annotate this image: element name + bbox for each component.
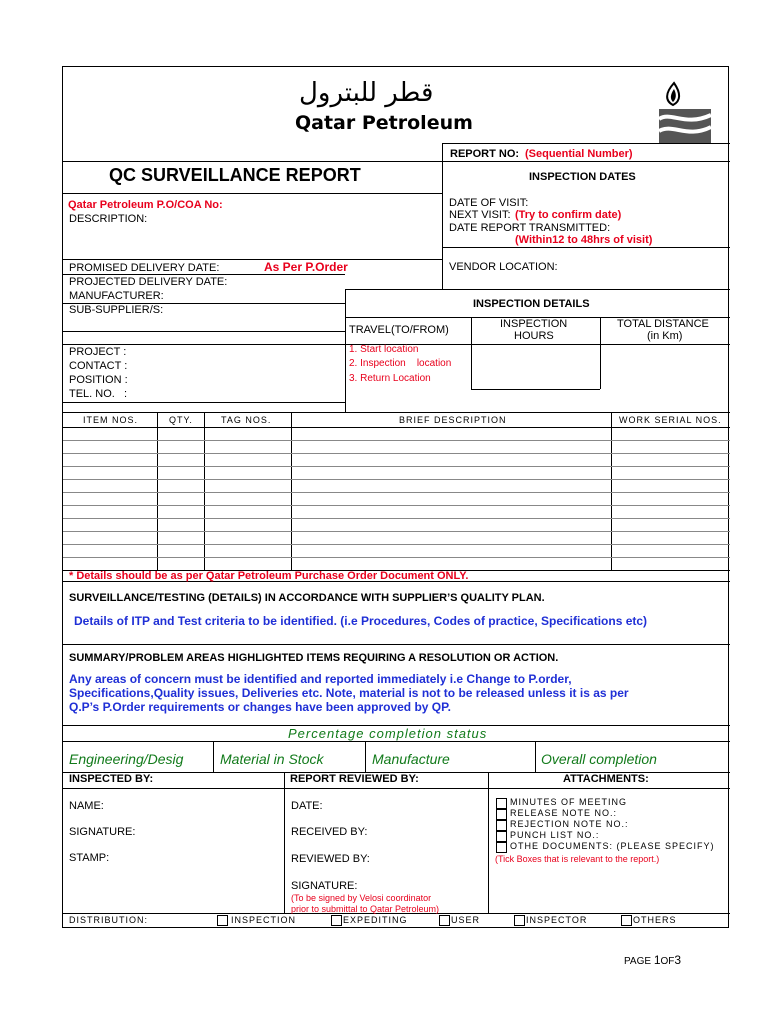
header-item-nos: ITEM NOS. bbox=[83, 415, 139, 425]
items-note: * Details should be as per Qatar Petroleum Purchase Order Document ONLY. bbox=[69, 570, 469, 582]
distribution-inspector-label: INSPECTOR bbox=[526, 915, 588, 925]
subsuppliers-label: SUB-SUPPLIER/S: bbox=[69, 304, 164, 316]
attachment-checkbox-other[interactable] bbox=[496, 842, 507, 853]
report-no-value: (Sequential Number) bbox=[525, 148, 633, 160]
return-location: 3. Return Location bbox=[349, 373, 431, 384]
attachment-release-label: RELEASE NOTE NO.: bbox=[510, 808, 618, 818]
attachment-checkbox-rejection[interactable] bbox=[496, 820, 507, 831]
total-distance-label-1: TOTAL DISTANCE bbox=[617, 318, 709, 330]
inspection-details-label: INSPECTION DETAILS bbox=[473, 298, 590, 310]
inspected-by-label: INSPECTED BY: bbox=[69, 773, 154, 785]
completion-overall: Overall completion bbox=[541, 751, 657, 767]
page-number: 1 bbox=[653, 953, 661, 967]
within-hours-note: (Within12 to 48hrs of visit) bbox=[515, 234, 653, 246]
attachment-minutes-label: MINUTES OF MEETING bbox=[510, 797, 627, 807]
report-no-label: REPORT NO: bbox=[450, 148, 520, 160]
report-reviewed-by-label: REPORT REVIEWED BY: bbox=[290, 773, 419, 785]
projected-delivery-label: PROJECTED DELIVERY DATE: bbox=[69, 276, 228, 288]
distribution-label: DISTRIBUTION: bbox=[69, 915, 149, 925]
completion-title: Percentage completion status bbox=[288, 726, 488, 741]
signature2-label: SIGNATURE: bbox=[291, 880, 358, 892]
header-work-serial-nos: WORK SERIAL NOS. bbox=[619, 415, 722, 425]
header-qty: QTY. bbox=[169, 415, 193, 425]
summary-line-2: Specifications,Quality issues, Deliveries etc. Note, material is not to be released unless it is as per bbox=[69, 686, 629, 700]
inspection-dates-label: INSPECTION DATES bbox=[529, 171, 636, 183]
summary-line-3: Q.P’s P.Order requirements or changes have been approved by QP. bbox=[69, 700, 451, 714]
attachments-label: ATTACHMENTS: bbox=[563, 773, 649, 785]
company-name: Qatar Petroleum bbox=[295, 112, 473, 134]
summary-heading: SUMMARY/PROBLEM AREAS HIGHLIGHTED ITEMS REQUIRING A RESOLUTION OR ACTION. bbox=[69, 652, 559, 664]
completion-material: Material in Stock bbox=[220, 751, 324, 767]
total-distance-label-2: (in Km) bbox=[647, 330, 683, 342]
description-label: DESCRIPTION: bbox=[69, 213, 148, 225]
distribution-checkbox-inspector[interactable] bbox=[514, 915, 525, 926]
date-report-transmitted-label: DATE REPORT TRANSMITTED: bbox=[449, 222, 611, 234]
start-location: 1. Start location bbox=[349, 344, 419, 355]
velosi-note-2: prior to submittal to Qatar Petroleum) bbox=[291, 904, 440, 914]
report-form bbox=[62, 66, 729, 928]
page-label: PAGE bbox=[624, 956, 652, 967]
attachment-checkbox-release[interactable] bbox=[496, 809, 507, 820]
surveillance-details: Details of ITP and Test criteria to be identified. (i.e Procedures, Codes of practice, Specifications etc) bbox=[74, 614, 648, 628]
summary-line-1: Any areas of concern must be identified and reported immediately i.e Change to P.order, bbox=[69, 672, 572, 686]
qp-flame-logo-icon bbox=[641, 71, 733, 147]
inspection-hours-label-2: HOURS bbox=[514, 330, 554, 342]
distribution-user-label: USER bbox=[451, 915, 481, 925]
name-label: NAME: bbox=[69, 800, 104, 812]
distribution-checkbox-inspection[interactable] bbox=[217, 915, 228, 926]
arabic-company-name: قطر للبترول bbox=[299, 78, 434, 108]
distribution-checkbox-user[interactable] bbox=[439, 915, 450, 926]
travel-label: TRAVEL(TO/FROM) bbox=[349, 324, 449, 336]
completion-manufacture: Manufacture bbox=[372, 751, 450, 767]
tel-label: TEL. NO. : bbox=[69, 388, 128, 400]
distribution-checkbox-others[interactable] bbox=[621, 915, 632, 926]
promised-delivery-value: As Per P.Order bbox=[264, 260, 348, 274]
attachment-punch-label: PUNCH LIST NO.: bbox=[510, 830, 600, 840]
position-label: POSITION : bbox=[69, 374, 128, 386]
received-by-label: RECEIVED BY: bbox=[291, 826, 368, 838]
header-tag-nos: TAG NOS. bbox=[221, 415, 272, 425]
contact-label: CONTACT : bbox=[69, 360, 128, 372]
qatar-petroleum-logo-text bbox=[295, 79, 485, 139]
page-total: 3 bbox=[674, 953, 682, 967]
project-label: PROJECT : bbox=[69, 346, 127, 358]
page-indicator bbox=[624, 954, 681, 968]
inspection-location: 2. Inspection location bbox=[349, 358, 452, 369]
distribution-expediting-label: EXPEDITING bbox=[343, 915, 408, 925]
attachment-checkbox-minutes[interactable] bbox=[496, 798, 507, 809]
date-label: DATE: bbox=[291, 800, 323, 812]
reviewed-by-label: REVIEWED BY: bbox=[291, 853, 370, 865]
velosi-note-1: (To be signed by Velosi coordinator bbox=[291, 893, 432, 903]
attachment-rejection-label: REJECTION NOTE NO.: bbox=[510, 819, 629, 829]
manufacturer-label: MANUFACTURER: bbox=[69, 290, 164, 302]
date-of-visit-label: DATE OF VISIT: bbox=[449, 197, 529, 209]
attachment-other-label: OTHE DOCUMENTS: (PLEASE SPECIFY) bbox=[510, 841, 715, 851]
promised-delivery-label: PROMISED DELIVERY DATE: bbox=[69, 262, 220, 274]
signature-label: SIGNATURE: bbox=[69, 826, 136, 838]
distribution-checkbox-expediting[interactable] bbox=[331, 915, 342, 926]
report-title: QC SURVEILLANCE REPORT bbox=[109, 165, 361, 185]
tick-boxes-note: (Tick Boxes that is relevant to the report.) bbox=[495, 854, 660, 864]
of-label: OF bbox=[660, 956, 675, 967]
po-label: Qatar Petroleum P.O/COA No: bbox=[68, 199, 223, 211]
distribution-others-label: OTHERS bbox=[633, 915, 677, 925]
inspection-hours-label-1: INSPECTION bbox=[500, 318, 568, 330]
completion-engineering: Engineering/Desig bbox=[69, 751, 184, 767]
stamp-label: STAMP: bbox=[69, 852, 110, 864]
distribution-inspection-label: INSPECTION bbox=[231, 915, 297, 925]
vendor-location-label: VENDOR LOCATION: bbox=[449, 261, 558, 273]
header-brief-description: BRIEF DESCRIPTION bbox=[399, 415, 507, 425]
next-visit-note: (Try to confirm date) bbox=[515, 209, 622, 221]
attachment-checkbox-punch[interactable] bbox=[496, 831, 507, 842]
next-visit-label: NEXT VISIT: bbox=[449, 209, 511, 221]
surveillance-heading: SURVEILLANCE/TESTING (DETAILS) IN ACCORDANCE WITH SUPPLIER’S QUALITY PLAN. bbox=[69, 592, 545, 604]
